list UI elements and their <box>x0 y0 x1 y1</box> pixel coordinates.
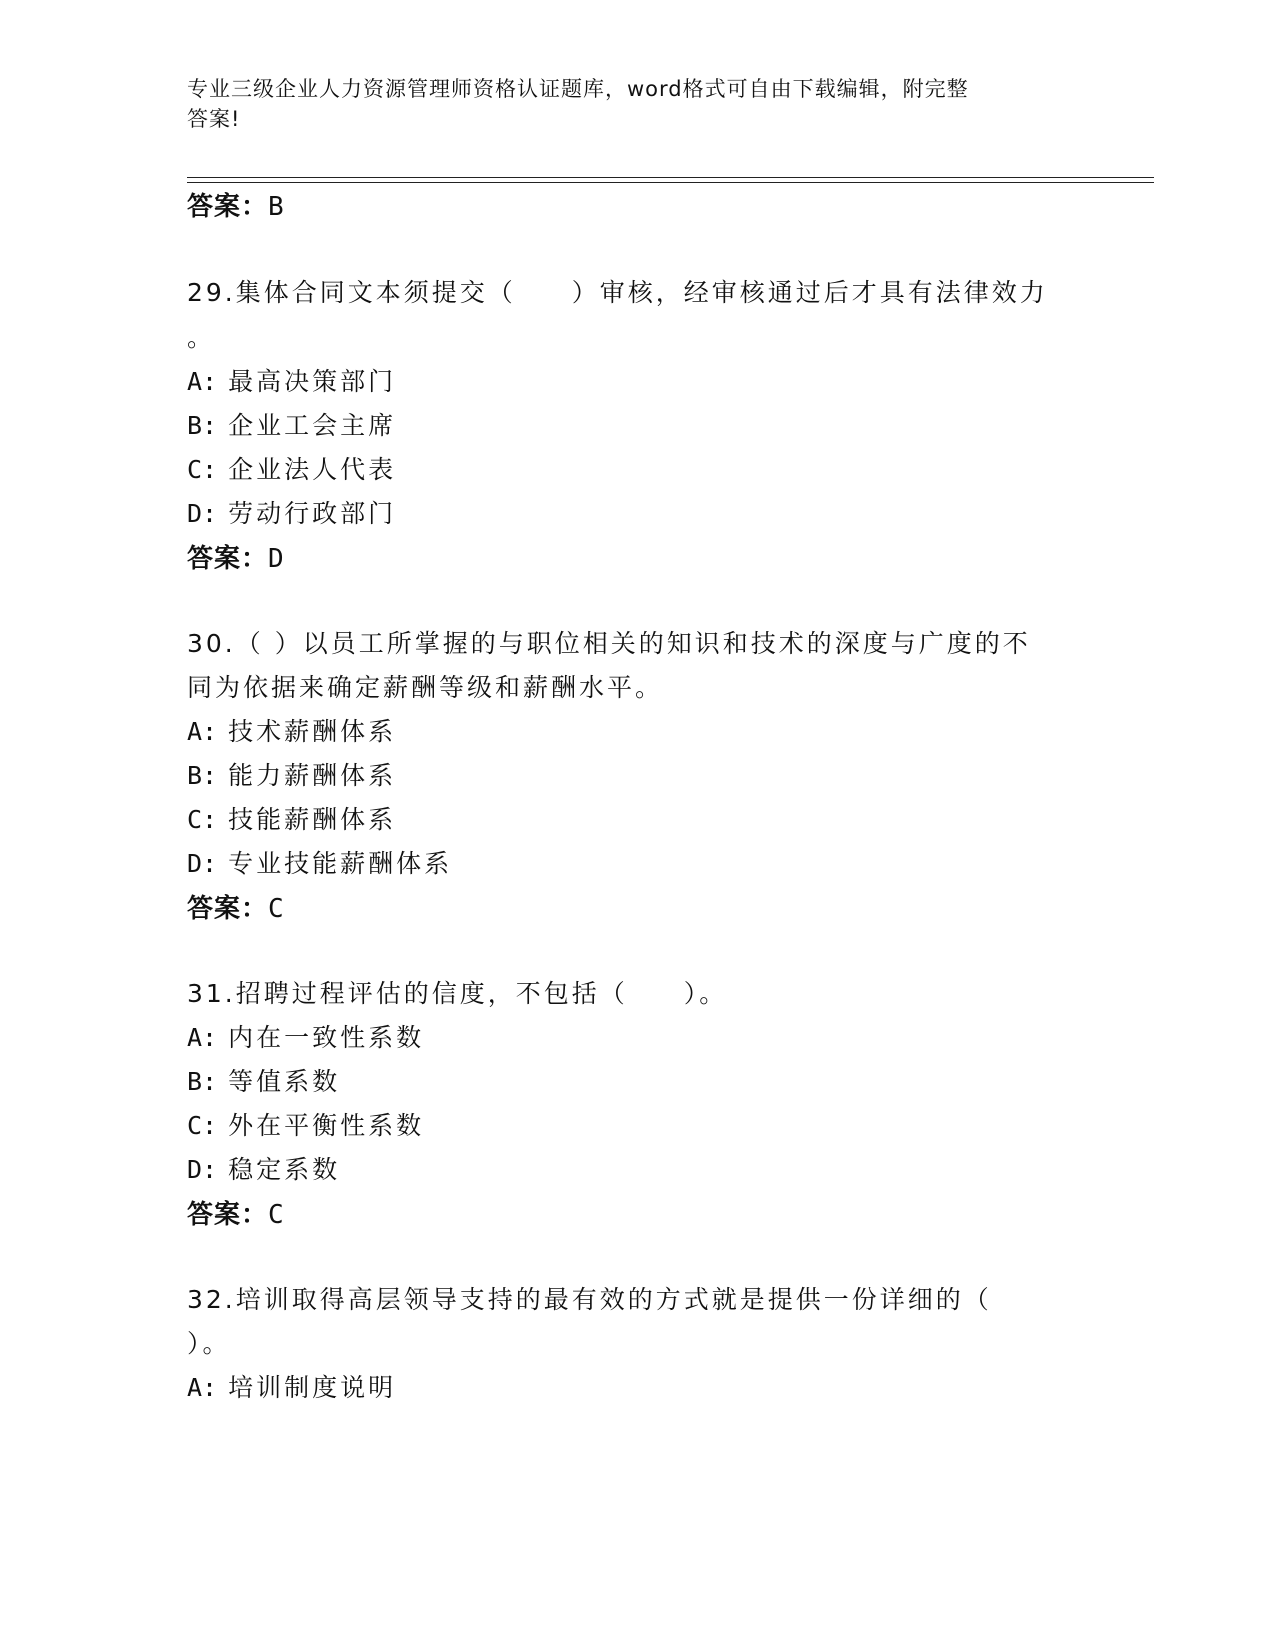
option-text: 企业工会主席 <box>228 411 397 440</box>
option-text: 劳动行政部门 <box>228 499 397 528</box>
answer-value: C <box>268 894 285 924</box>
answer-value: B <box>268 192 285 222</box>
question-31-option-d <box>187 1150 340 1186</box>
option-key: B: <box>187 1067 218 1096</box>
option-text: 技术薪酬体系 <box>228 717 397 746</box>
header-divider-bottom <box>187 182 1154 183</box>
option-key: B: <box>187 761 218 790</box>
option-text: 稳定系数 <box>228 1155 341 1184</box>
previous-answer <box>187 186 285 223</box>
option-text: 培训制度说明 <box>228 1373 397 1402</box>
question-31-stem: 31.招聘过程评估的信度，不包括（ ）。 <box>187 979 728 1008</box>
question-29-option-c <box>187 450 396 486</box>
question-30-option-d <box>187 844 452 880</box>
answer-label: 答案： <box>187 544 269 574</box>
answer-label: 答案： <box>187 894 269 924</box>
question-31-option-c <box>187 1106 424 1142</box>
answer-label: 答案： <box>187 1200 269 1230</box>
answer-value: D <box>268 544 285 574</box>
option-text: 等值系数 <box>228 1067 341 1096</box>
option-key: D: <box>187 849 218 878</box>
option-key: B: <box>187 411 218 440</box>
header-line-1: 专业三级企业人力资源管理师资格认证题库，word格式可自由下载编辑，附完整 <box>187 77 969 101</box>
option-key: C: <box>187 805 218 834</box>
question-30-option-b <box>187 756 396 792</box>
option-text: 内在一致性系数 <box>228 1023 425 1052</box>
option-key: A: <box>187 717 218 746</box>
option-key: A: <box>187 1373 218 1402</box>
header-divider-top <box>187 177 1154 178</box>
page-header <box>187 74 1077 134</box>
question-29-stem-continued: 。 <box>187 323 216 352</box>
option-key: C: <box>187 455 218 484</box>
question-30-stem-continued: 同为依据来确定薪酬等级和薪酬水平。 <box>187 673 664 702</box>
question-29-option-b <box>187 406 396 442</box>
answer-value: C <box>268 1200 285 1230</box>
option-key: A: <box>187 367 218 396</box>
question-29-stem: 29.集体合同文本须提交（ ）审核，经审核通过后才具有法律效力 <box>187 278 1048 307</box>
question-32-stem: 32.培训取得高层领导支持的最有效的方式就是提供一份详细的（ <box>187 1285 992 1314</box>
question-29-answer <box>187 538 285 575</box>
question-32-option-a <box>187 1368 396 1404</box>
option-key: D: <box>187 499 218 528</box>
question-30-option-a <box>187 712 396 748</box>
option-text: 能力薪酬体系 <box>228 761 397 790</box>
question-30-stem: 30.（ ）以员工所掌握的与职位相关的知识和技术的深度与广度的不 <box>187 629 1031 658</box>
question-30-answer <box>187 888 285 925</box>
header-line-2: 答案! <box>187 107 241 131</box>
option-text: 企业法人代表 <box>228 455 397 484</box>
option-text: 外在平衡性系数 <box>228 1111 425 1140</box>
answer-label: 答案： <box>187 192 269 222</box>
question-30-option-c <box>187 800 396 836</box>
question-32-stem-continued: ）。 <box>187 1329 231 1358</box>
option-text: 最高决策部门 <box>228 367 397 396</box>
question-29-option-a <box>187 362 396 398</box>
question-31-answer <box>187 1194 285 1231</box>
question-31-option-b <box>187 1062 340 1098</box>
option-key: C: <box>187 1111 218 1140</box>
option-text: 技能薪酬体系 <box>228 805 397 834</box>
option-text: 专业技能薪酬体系 <box>228 849 453 878</box>
option-key: D: <box>187 1155 218 1184</box>
question-31-option-a <box>187 1018 424 1054</box>
option-key: A: <box>187 1023 218 1052</box>
question-29-option-d <box>187 494 396 530</box>
